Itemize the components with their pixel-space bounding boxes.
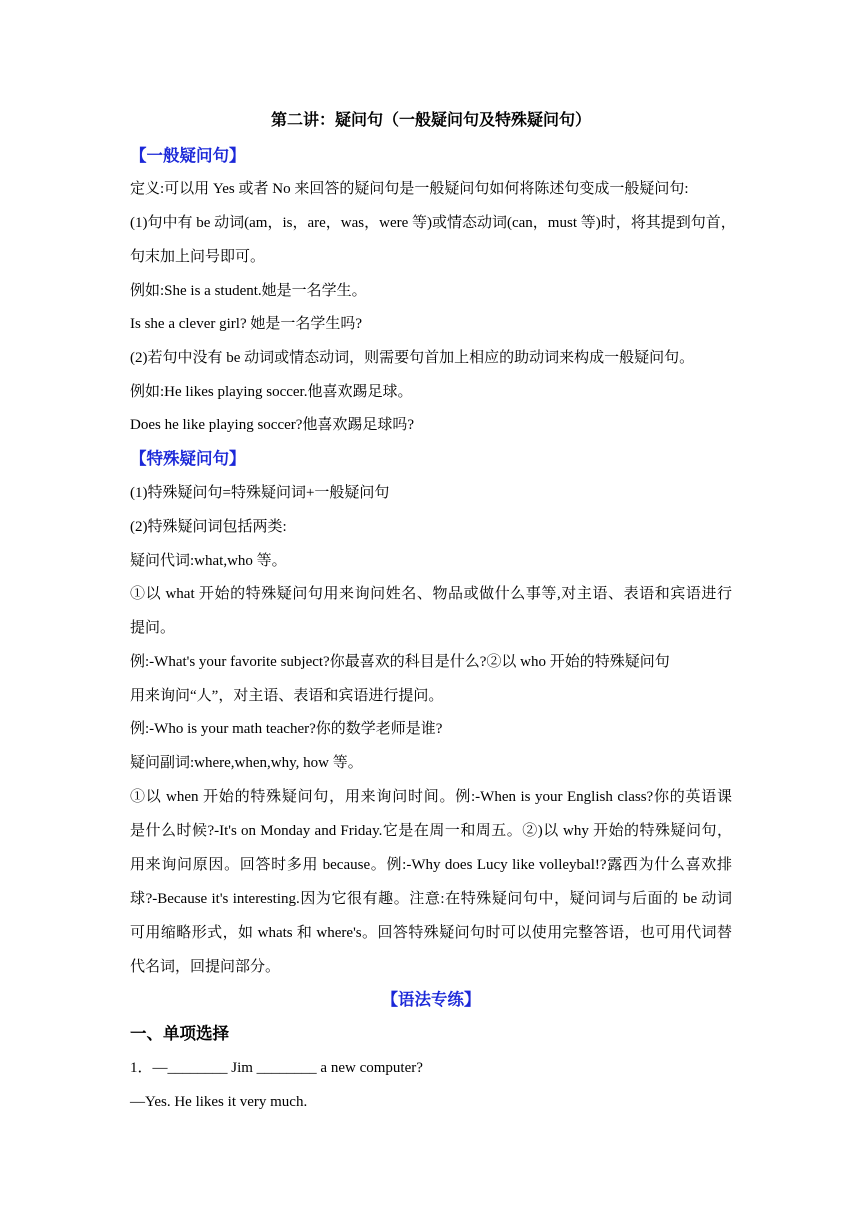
paragraph-line: 句末加上问号即可。 [130, 249, 266, 265]
paragraph-line: 定义:可以用 Yes 或者 No 来回答的疑问句是一般疑问句如何将陈述句变成一般疑问句: [130, 181, 689, 197]
paragraph-line: (1)特殊疑问句=特殊疑问词+一般疑问句 [130, 485, 390, 501]
paragraph-line: (2)特殊疑问词包括两类: [130, 519, 287, 535]
paragraph-line: ①以 when 开始的特殊疑问句，用来询问时间。例:-When is your English class?你的英语课 [130, 789, 732, 805]
paragraph-line: (1)句中有 be 动词(am，is，are，was，were 等)或情态动词(can，must 等)时，将其提到句首， [130, 215, 736, 231]
paragraph-line: 例如:He likes playing soccer.他喜欢踢足球。 [130, 384, 413, 400]
practice-heading: 【语法专练】 [381, 990, 481, 1009]
paragraph-line: 例如:She is a student.她是一名学生。 [130, 283, 367, 299]
section-heading-general-questions: 【一般疑问句】 [130, 146, 246, 165]
paragraph-line: 代名词，回提问部分。 [130, 959, 281, 975]
paragraph-line: 提问。 [130, 620, 176, 636]
page-title: 第二讲：疑问句（一般疑问句及特殊疑问句） [270, 112, 591, 129]
paragraph-line: 球?-Because it's interesting.因为它很有趣。注意:在特殊疑问句中，疑问词与后面的 be 动词 [130, 891, 732, 907]
paragraph-line: 用来询问原因。回答时多用 because。例:-Why does Lucy like volleybal!?露西为什么喜欢排 [130, 857, 732, 873]
paragraph-line: Does he like playing soccer?他喜欢踢足球吗? [130, 417, 415, 433]
paragraph-line: 例:-Who is your math teacher?你的数学老师是谁? [130, 721, 443, 737]
paragraph-line: ①以 what 开始的特殊疑问句用来询问姓名、物品或做什么事等,对主语、表语和宾语进行 [130, 586, 732, 602]
paragraph-line: (2)若句中没有 be 动词或情态动词，则需要句首加上相应的助动词来构成一般疑问句。 [130, 350, 695, 366]
paragraph-line: Is she a clever girl? 她是一名学生吗? [130, 316, 363, 332]
paragraph-line: 例:-What's your favorite subject?你最喜欢的科目是什么?②以 who 开始的特殊疑问句 [130, 654, 670, 670]
paragraph-line: 是什么时候?-It's on Monday and Friday.它是在周一和周五。②)以 why 开始的特殊疑问句， [130, 823, 732, 839]
practice-subheading: 一、单项选择 [130, 1024, 229, 1043]
paragraph-line: 可用缩略形式，如 whats 和 where's。回答特殊疑问句时可以使用完整答语，也可用代词替 [130, 925, 732, 941]
section-heading-special-questions: 【特殊疑问句】 [130, 449, 246, 468]
paragraph-line: 疑问代词:what,who 等。 [130, 553, 287, 569]
paragraph-line: 疑问副词:where,when,why, how 等。 [130, 755, 363, 771]
paragraph-line: 用来询问“人”，对主语、表语和宾语进行提问。 [130, 688, 444, 704]
question-1-answer: —Yes. He likes it very much. [130, 1094, 308, 1110]
question-1: 1．—________ Jim ________ a new computer? [130, 1060, 423, 1076]
